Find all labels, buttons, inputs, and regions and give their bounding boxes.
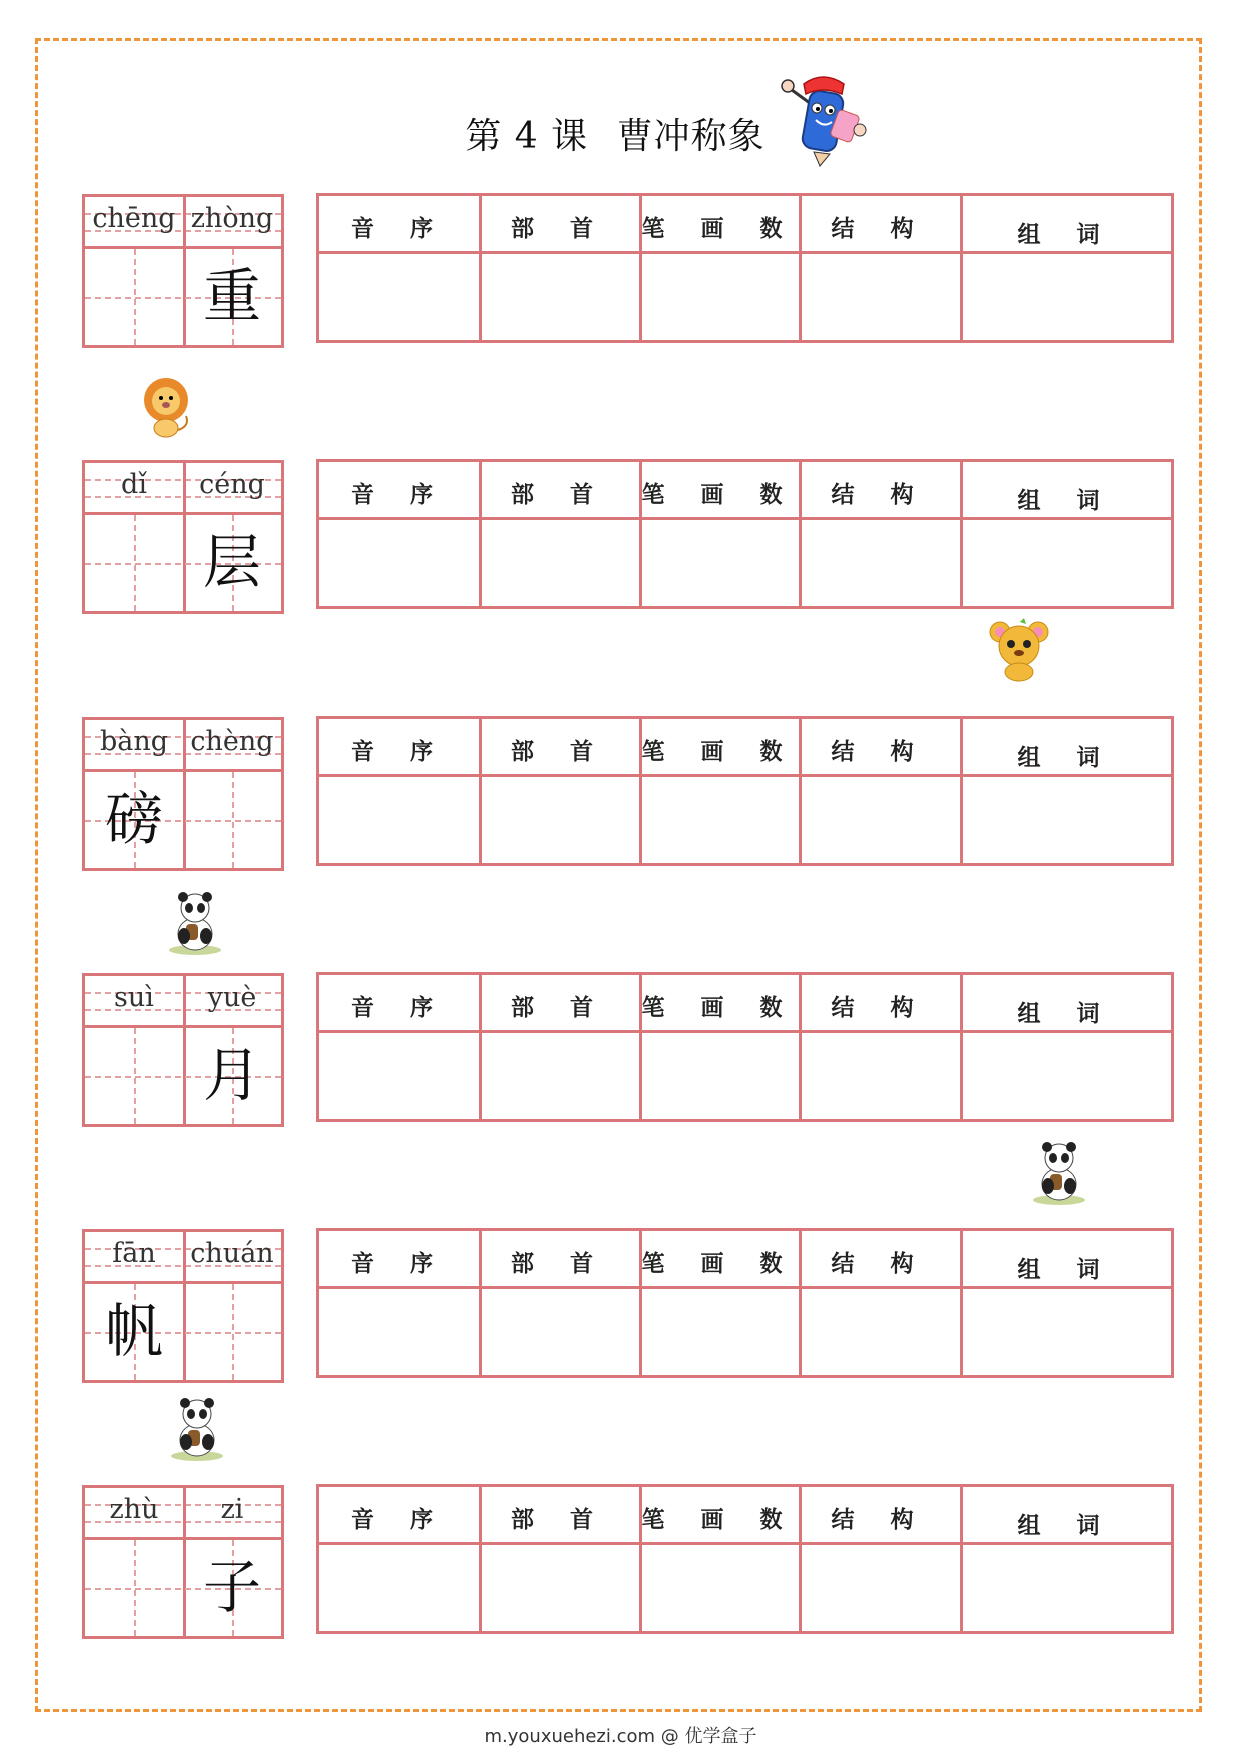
- writing-grid[interactable]: [85, 1540, 281, 1636]
- column-label: 部 首: [510, 482, 607, 508]
- bear-icon: [986, 618, 1052, 682]
- answer-cell[interactable]: [319, 1545, 479, 1631]
- answer-cell[interactable]: [960, 777, 1171, 863]
- answer-cell[interactable]: [319, 777, 479, 863]
- pinyin-2: zhòng: [190, 203, 274, 234]
- panda-icon: [1030, 1140, 1088, 1206]
- panda-icon: [166, 890, 224, 956]
- column-label: 笔 画 数: [641, 995, 797, 1021]
- column-label: 结 构: [831, 216, 928, 242]
- tian-zi-ge-box: [82, 460, 284, 614]
- answer-cell[interactable]: [319, 1033, 479, 1119]
- answer-cell[interactable]: [479, 777, 639, 863]
- tian-zi-ge-box: [82, 194, 284, 348]
- writing-grid[interactable]: [85, 515, 281, 611]
- pinyin-2: chèng: [190, 726, 274, 757]
- column-label: 组 词: [1017, 488, 1114, 514]
- hanzi-character: 重: [202, 262, 261, 330]
- character-info-table: [316, 1484, 1174, 1634]
- column-label: 部 首: [510, 739, 607, 765]
- column-label: 结 构: [831, 482, 928, 508]
- column-label: 组 词: [1017, 745, 1114, 771]
- column-label: 音 序: [350, 739, 447, 765]
- answer-cell[interactable]: [960, 1033, 1171, 1119]
- answer-cell[interactable]: [799, 1545, 960, 1631]
- column-label: 笔 画 数: [641, 482, 797, 508]
- pinyin-1: suì: [114, 982, 154, 1013]
- pinyin-2: chuán: [190, 1238, 274, 1269]
- answer-cell[interactable]: [639, 520, 799, 606]
- pinyin-1: chēng: [92, 203, 176, 234]
- column-label: 笔 画 数: [641, 739, 797, 765]
- column-label: 组 词: [1017, 1513, 1114, 1539]
- column-label: 结 构: [831, 1251, 928, 1277]
- pencil-mascot-icon: [778, 72, 870, 168]
- character-info-table: [316, 972, 1174, 1122]
- lesson-number: 第 4 课: [465, 116, 589, 157]
- pinyin-2: céng: [199, 469, 265, 500]
- character-info-table: [316, 459, 1174, 609]
- column-label: 结 构: [831, 1507, 928, 1533]
- answer-cell[interactable]: [799, 777, 960, 863]
- answer-cell[interactable]: [319, 520, 479, 606]
- character-info-table: [316, 716, 1174, 866]
- pinyin-1: dǐ: [121, 469, 147, 500]
- column-label: 笔 画 数: [641, 1507, 797, 1533]
- column-label: 音 序: [350, 216, 447, 242]
- tian-zi-ge-box: [82, 1485, 284, 1639]
- character-info-table: [316, 193, 1174, 343]
- character-info-table: [316, 1228, 1174, 1378]
- column-label: 音 序: [350, 482, 447, 508]
- column-label: 笔 画 数: [641, 216, 797, 242]
- column-label: 组 词: [1017, 1257, 1114, 1283]
- pinyin-1: fān: [112, 1238, 156, 1269]
- column-label: 组 词: [1017, 1001, 1114, 1027]
- pinyin-2: yuè: [207, 982, 257, 1013]
- answer-cell[interactable]: [479, 520, 639, 606]
- answer-cell[interactable]: [639, 1545, 799, 1631]
- column-label: 音 序: [350, 995, 447, 1021]
- lion-icon: [138, 376, 194, 438]
- answer-cell[interactable]: [960, 1545, 1171, 1631]
- answer-cell[interactable]: [319, 254, 479, 340]
- hanzi-character: 子: [202, 1553, 261, 1621]
- column-label: 音 序: [350, 1507, 447, 1533]
- writing-grid[interactable]: [85, 772, 281, 868]
- writing-grid[interactable]: [85, 1284, 281, 1380]
- answer-cell[interactable]: [639, 1289, 799, 1375]
- answer-cell[interactable]: [479, 254, 639, 340]
- answer-cell[interactable]: [799, 1033, 960, 1119]
- answer-cell[interactable]: [799, 254, 960, 340]
- answer-cell[interactable]: [799, 520, 960, 606]
- page-title: [0, 108, 1230, 159]
- hanzi-character: 月: [202, 1041, 261, 1109]
- pinyin-1: bàng: [99, 726, 169, 757]
- answer-cell[interactable]: [639, 254, 799, 340]
- answer-cell[interactable]: [639, 1033, 799, 1119]
- panda-icon: [168, 1396, 226, 1462]
- answer-cell[interactable]: [799, 1289, 960, 1375]
- answer-cell[interactable]: [479, 1545, 639, 1631]
- tian-zi-ge-box: [82, 1229, 284, 1383]
- writing-grid[interactable]: [85, 249, 281, 345]
- column-label: 结 构: [831, 739, 928, 765]
- answer-cell[interactable]: [960, 254, 1171, 340]
- pinyin-2: zi: [220, 1494, 244, 1525]
- lesson-name: 曹冲称象: [616, 116, 765, 157]
- column-label: 音 序: [350, 1251, 447, 1277]
- answer-cell[interactable]: [639, 777, 799, 863]
- column-label: 部 首: [510, 216, 607, 242]
- column-label: 笔 画 数: [641, 1251, 797, 1277]
- column-label: 部 首: [510, 1251, 607, 1277]
- answer-cell[interactable]: [319, 1289, 479, 1375]
- tian-zi-ge-box: [82, 973, 284, 1127]
- column-label: 结 构: [831, 995, 928, 1021]
- column-label: 组 词: [1017, 222, 1114, 248]
- column-label: 部 首: [510, 1507, 607, 1533]
- footer: m.youxuehezi.com @ 优学盒子: [484, 1726, 757, 1747]
- hanzi-character: 磅: [104, 785, 163, 853]
- pinyin-1: zhù: [109, 1494, 159, 1525]
- hanzi-character: 帆: [104, 1297, 163, 1365]
- tian-zi-ge-box: [82, 717, 284, 871]
- column-label: 部 首: [510, 995, 607, 1021]
- answer-cell[interactable]: [479, 1033, 639, 1119]
- answer-cell[interactable]: [479, 1289, 639, 1375]
- answer-cell[interactable]: [960, 520, 1171, 606]
- hanzi-character: 层: [202, 528, 261, 596]
- writing-grid[interactable]: [85, 1028, 281, 1124]
- answer-cell[interactable]: [960, 1289, 1171, 1375]
